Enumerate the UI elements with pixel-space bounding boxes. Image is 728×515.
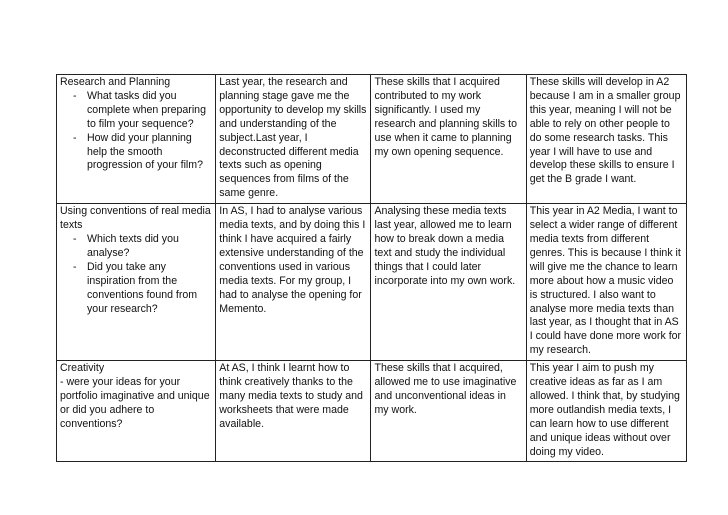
evaluation-table bbox=[56, 74, 687, 462]
topic-title: Research and Planning bbox=[60, 76, 171, 88]
question-item: - Which texts did you analyse? bbox=[69, 233, 212, 261]
skills-applied-cell: These skills that I acquired, allowed me to use imaginative and unconventional ideas in my work. bbox=[371, 361, 526, 462]
topic-title: Using conventions of real media texts bbox=[60, 205, 211, 232]
table-row bbox=[57, 75, 687, 204]
question-item: - How did your planning help the smooth progression of your film? bbox=[69, 132, 212, 174]
as-reflection-cell: At AS, I think I learnt how to think creatively thanks to the many media texts to study and worksheets that were made available. bbox=[216, 361, 371, 462]
skills-applied-cell: Analysing these media texts last year, allowed me to learn how to break down a media text and study the individual things that I could later incorporate into my own work. bbox=[371, 204, 526, 361]
topic-cell bbox=[57, 204, 216, 361]
table-row bbox=[57, 204, 687, 361]
question-list bbox=[60, 233, 212, 316]
question-text: - were your ideas for your portfolio imaginative and unique or did you adhere to conventions? bbox=[60, 376, 210, 430]
a2-development-cell: This year in A2 Media, I want to select a wider range of different media texts from different genres. This is because I think it will give me the chance to learn more about how a music video is structured. I also want to analyse more media texts than last year, as I thought that in AS I could have done more work for my research. bbox=[526, 204, 686, 361]
a2-development-cell: This year I aim to push my creative ideas as far as I am allowed. I think that, by studying more outlandish media texts, I can learn how to use different and unique ideas without over doing my video. bbox=[526, 361, 686, 462]
as-reflection-cell: Last year, the research and planning stage gave me the opportunity to develop my skills and understanding of the subject.Last year, I deconstructed different media texts such as opening sequences from films of the same genre. bbox=[216, 75, 371, 204]
as-reflection-cell: In AS, I had to analyse various media texts, and by doing this I think I have acquired a fairly extensive understanding of the conventions used in various media texts. For my group, I had to analyse the opening for Memento. bbox=[216, 204, 371, 361]
topic-cell bbox=[57, 75, 216, 204]
topic-title: Creativity bbox=[60, 362, 105, 375]
skills-applied-cell: These skills that I acquired contributed to my work significantly. I used my research and planning skills to use when it came to planning my own opening sequence. bbox=[371, 75, 526, 204]
question-item: - Did you take any inspiration from the conventions found from your research? bbox=[69, 261, 212, 317]
a2-development-cell: These skills will develop in A2 because I am in a smaller group this year, meaning I will not be able to rely on other people to do some research tasks. This year I will have to use and develop these skills to ensure I get the B grade I want. bbox=[526, 75, 686, 204]
question-item: - What tasks did you complete when preparing to film your sequence? bbox=[69, 90, 212, 132]
table-row bbox=[57, 361, 687, 462]
topic-cell bbox=[57, 361, 216, 462]
question-list bbox=[60, 90, 212, 173]
